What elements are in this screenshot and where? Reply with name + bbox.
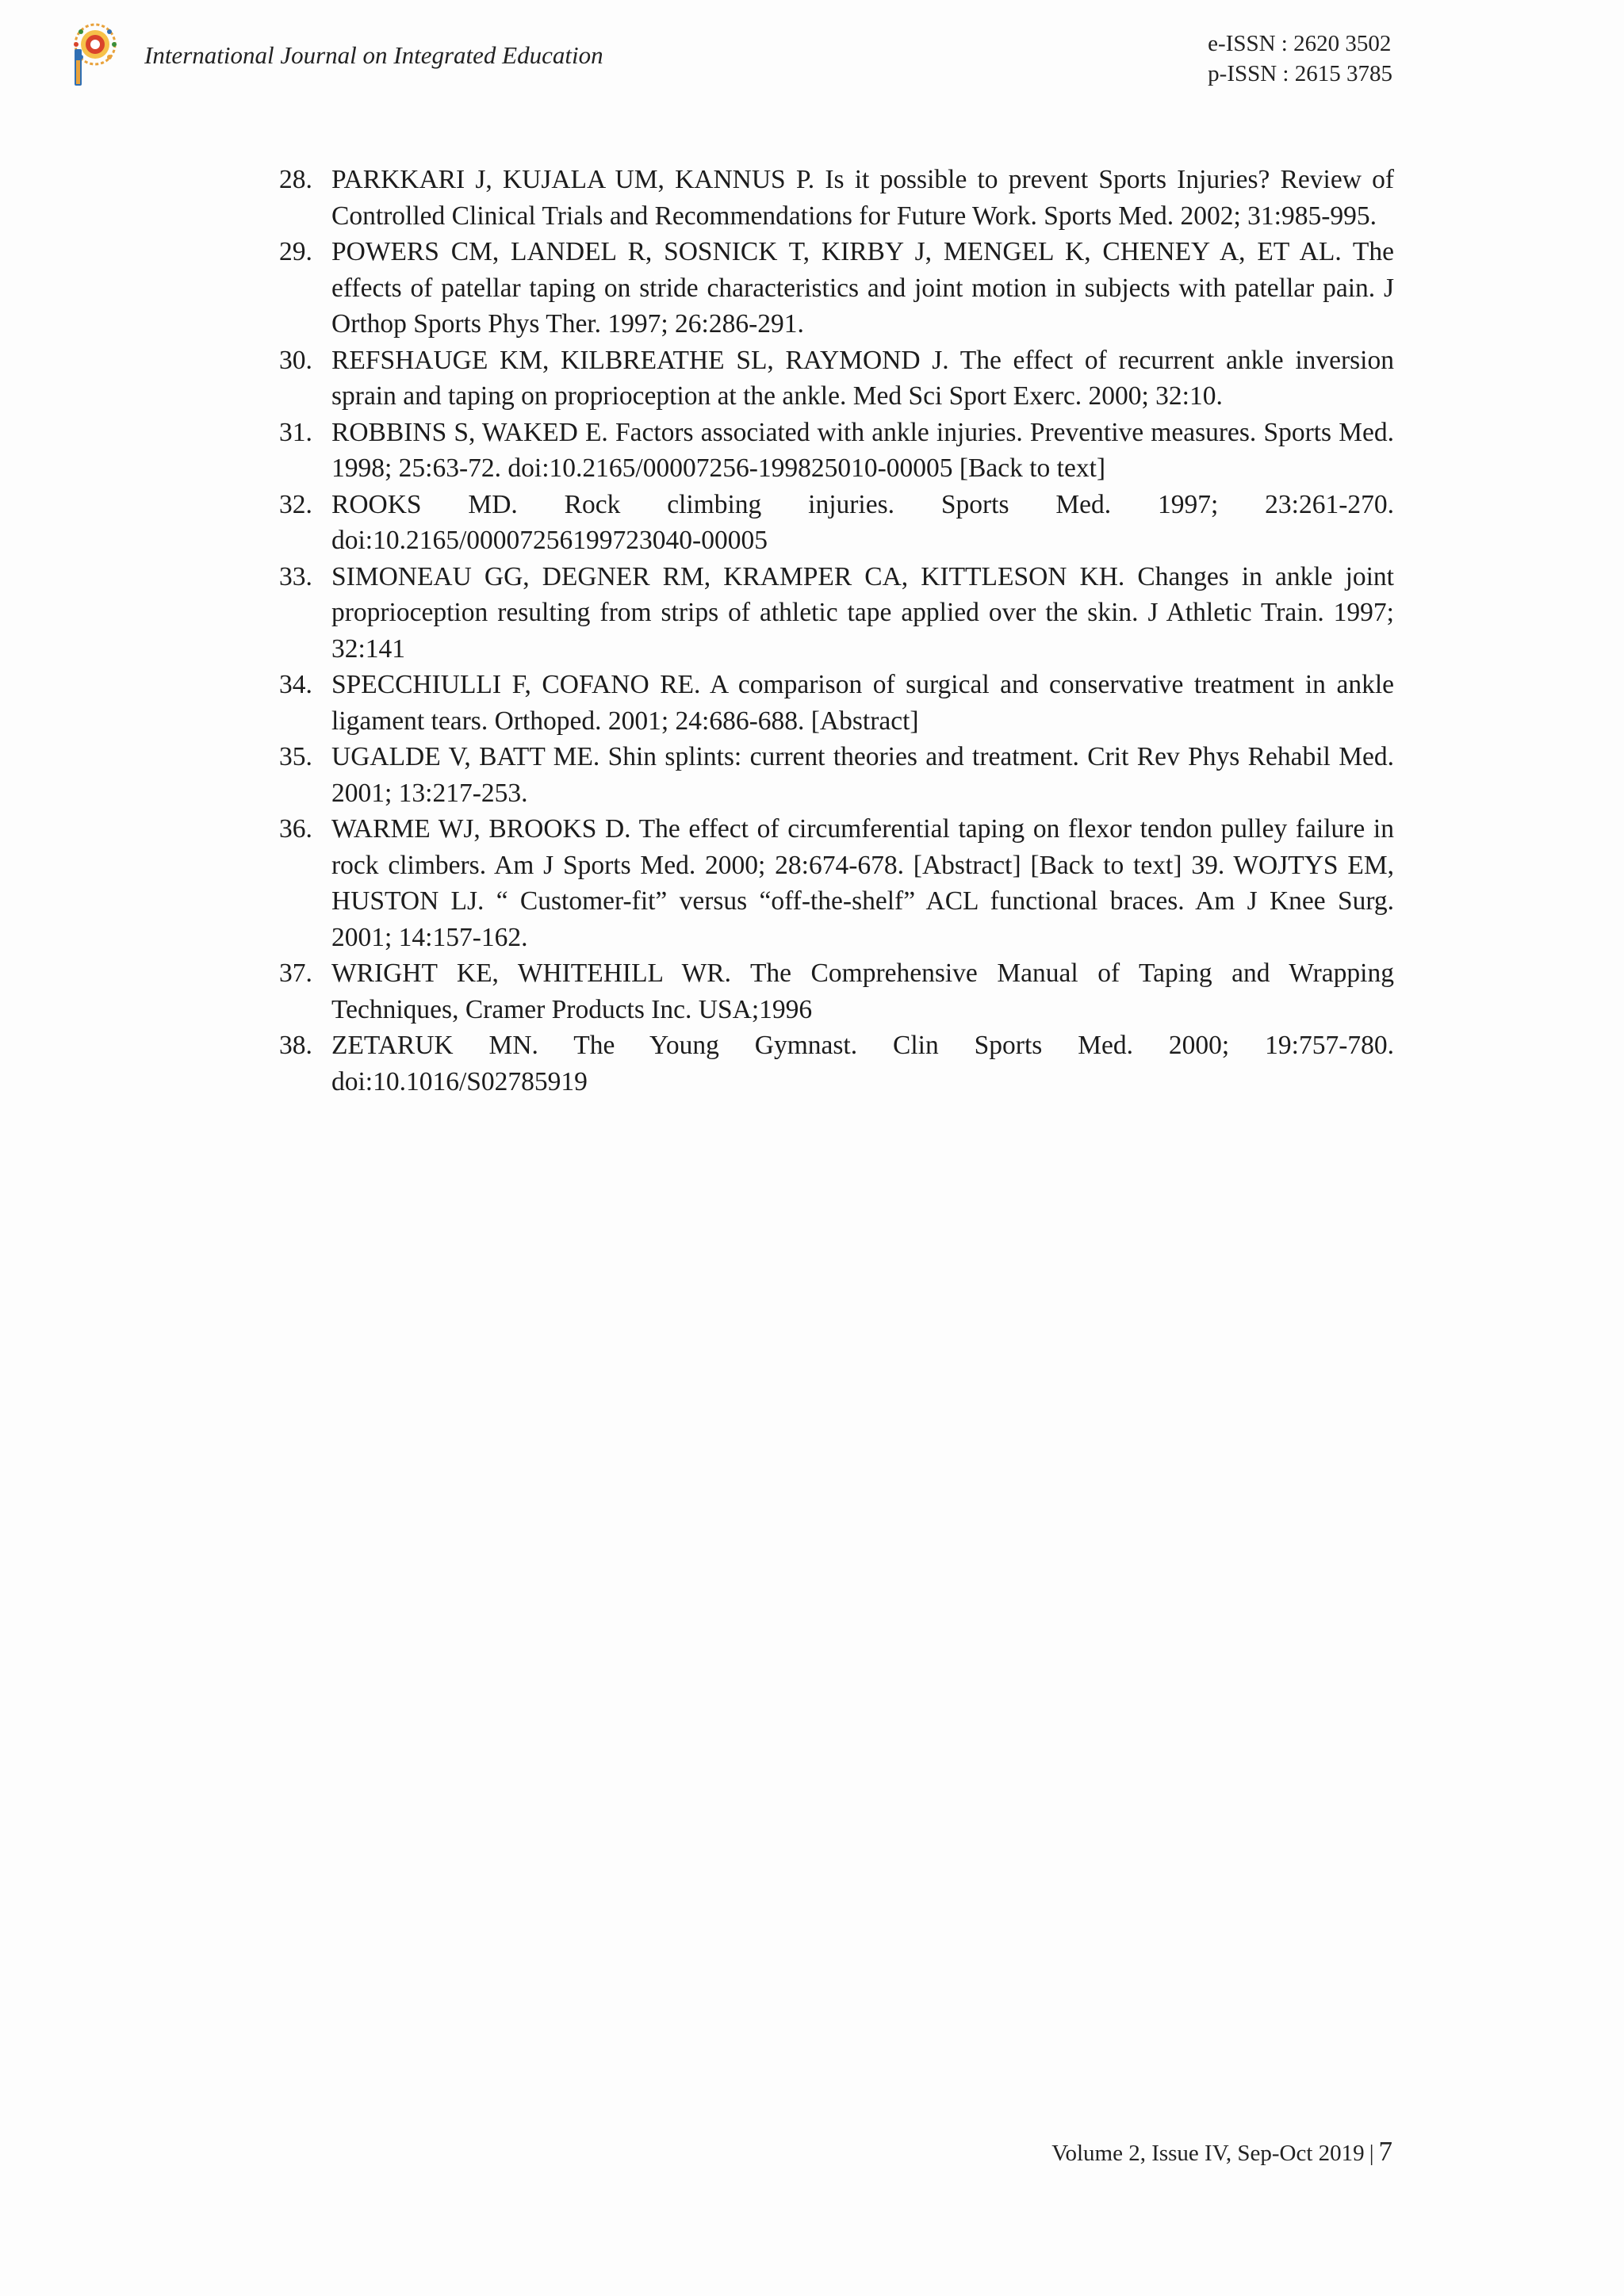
- reference-item: [279, 739, 1394, 811]
- reference-text: WRIGHT KE, WHITEHILL WR. The Comprehensive Manual of Taping and Wrapping Techniques, Cramer Products Inc. USA;1996: [331, 959, 1394, 1024]
- reference-number: 38.: [279, 1031, 312, 1060]
- reference-text: POWERS CM, LANDEL R, SOSNICK T, KIRBY J, MENGEL K, CHENEY A, ET AL. The effects of patellar taping on stride characteristics and joint motion in subjects with patellar pain. J Orthop Sports Phys Ther. 1997; 26:286-291.: [331, 237, 1394, 339]
- reference-text: ROBBINS S, WAKED E. Factors associated with ankle injuries. Preventive measures. Sports Med. 1998; 25:63-72. doi:10.2165/00007256-199825010-00005 [Back to text]: [331, 417, 1394, 483]
- reference-number: 28.: [279, 165, 312, 194]
- reference-item: [279, 811, 1394, 955]
- reference-text: SIMONEAU GG, DEGNER RM, KRAMPER CA, KITTLESON KH. Changes in ankle joint proprioception resulting from strips of athletic tape applied over the skin. J Athletic Train. 1997; 32:141: [331, 561, 1394, 664]
- reference-item: [279, 559, 1394, 668]
- page-header: [0, 0, 1624, 111]
- reference-item: [279, 487, 1394, 559]
- reference-item: [279, 162, 1394, 234]
- reference-item: [279, 415, 1394, 487]
- reference-number: 32.: [279, 489, 312, 519]
- issn-block: [1208, 29, 1392, 89]
- reference-number: 35.: [279, 742, 312, 771]
- reference-item: [279, 342, 1394, 415]
- reference-number: 31.: [279, 417, 312, 447]
- reference-number: 33.: [279, 561, 312, 591]
- reference-item: [279, 234, 1394, 342]
- pissn-label: p-ISSN : 2615 3785: [1208, 61, 1392, 86]
- page-footer: [1051, 2136, 1392, 2168]
- issue-label: Volume 2, Issue IV, Sep-Oct 2019: [1051, 2141, 1365, 2166]
- page-number: 7: [1378, 2136, 1392, 2167]
- journal-logo-icon: [65, 21, 124, 89]
- reference-text: UGALDE V, BATT ME. Shin splints: current theories and treatment. Crit Rev Phys Rehabil Med. 2001; 13:217-253.: [331, 742, 1394, 808]
- reference-text: SPECCHIULLI F, COFANO RE. A comparison of surgical and conservative treatment in ankle ligament tears. Orthoped. 2001; 24:686-688. [Abstract]: [331, 670, 1394, 736]
- journal-title: International Journal on Integrated Education: [144, 41, 603, 69]
- reference-number: 30.: [279, 345, 312, 375]
- reference-number: 29.: [279, 237, 312, 266]
- reference-text: ROOKS MD. Rock climbing injuries. Sports Med. 1997; 23:261-270. doi:10.2165/00007256199723040-00005: [331, 489, 1394, 555]
- reference-number: 34.: [279, 670, 312, 699]
- reference-item: [279, 667, 1394, 739]
- reference-list: [279, 162, 1394, 1100]
- reference-number: 37.: [279, 959, 312, 988]
- reference-item: [279, 1027, 1394, 1100]
- reference-text: REFSHAUGE KM, KILBREATHE SL, RAYMOND J. The effect of recurrent ankle inversion sprain and taping on proprioception at the ankle. Med Sci Sport Exerc. 2000; 32:10.: [331, 345, 1394, 411]
- footer-separator: |: [1369, 2141, 1374, 2166]
- reference-text: PARKKARI J, KUJALA UM, KANNUS P. Is it possible to prevent Sports Injuries? Review of Controlled Clinical Trials and Recommendations for Future Work. Sports Med. 2002; 31:985-995.: [331, 165, 1394, 231]
- reference-text: ZETARUK MN. The Young Gymnast. Clin Sports Med. 2000; 19:757-780. doi:10.1016/S02785919: [331, 1031, 1394, 1096]
- eissn-label: e-ISSN : 2620 3502: [1208, 31, 1392, 56]
- reference-number: 36.: [279, 814, 312, 844]
- reference-text: WARME WJ, BROOKS D. The effect of circumferential taping on flexor tendon pulley failure in rock climbers. Am J Sports Med. 2000; 28:674-678. [Abstract] [Back to text] 39. WOJTYS EM, HUSTON LJ. “ Customer-fit” versus “off-the-shelf” ACL functional braces. Am J Knee Surg. 2001; 14:157-162.: [331, 814, 1394, 952]
- reference-item: [279, 955, 1394, 1027]
